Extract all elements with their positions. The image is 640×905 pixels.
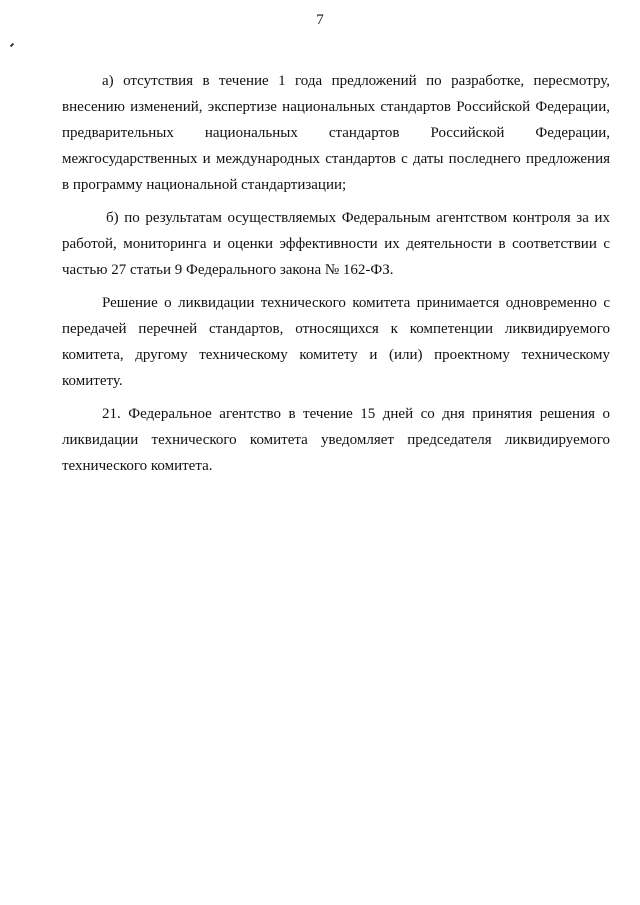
paragraph-line: б) по результатам осуществляемых Федеральным агентством контроля за их xyxy=(106,210,610,226)
paragraph-line: в программу национальной стандартизации; xyxy=(62,177,347,193)
paragraph-line: частью 27 статьи 9 Федерального закона № 162-ФЗ. xyxy=(62,262,394,278)
paragraph-line: технического комитета. xyxy=(62,458,213,474)
paragraph-line: а) отсутствия в течение 1 года предложений по разработке, пересмотру, xyxy=(102,73,610,89)
paragraph-b xyxy=(62,205,610,283)
paragraph-line: комитета, другому техническому комитету и (или) проектному техническому xyxy=(62,347,610,363)
paragraph-line: передачей перечней стандартов, относящихся к компетенции ликвидируемого xyxy=(62,321,610,337)
paragraph-item-21 xyxy=(62,401,610,479)
paragraph-line: предварительных национальных стандартов Российской Федерации, xyxy=(62,125,610,141)
paragraph-a xyxy=(62,68,610,198)
paragraph-line: 21. Федеральное агентство в течение 15 дней со дня принятия решения о xyxy=(102,406,610,422)
paragraph-line: комитету. xyxy=(62,373,123,389)
document-body xyxy=(62,68,610,479)
paragraph-line: внесению изменений, экспертизе национальных стандартов Российской Федерации, xyxy=(62,99,610,115)
paragraph-line: ликвидации технического комитета уведомляет председателя ликвидируемого xyxy=(62,432,610,448)
paragraph-line: межгосударственных и международных стандартов с даты последнего предложения xyxy=(62,151,610,167)
page-number: 7 xyxy=(316,12,324,28)
paragraph-decision xyxy=(62,290,610,394)
paragraph-line: Решение о ликвидации технического комитета принимается одновременно с xyxy=(102,295,610,311)
paragraph-line: работой, мониторинга и оценки эффективности их деятельности в соответствии с xyxy=(62,236,610,252)
scan-mark xyxy=(10,43,14,47)
